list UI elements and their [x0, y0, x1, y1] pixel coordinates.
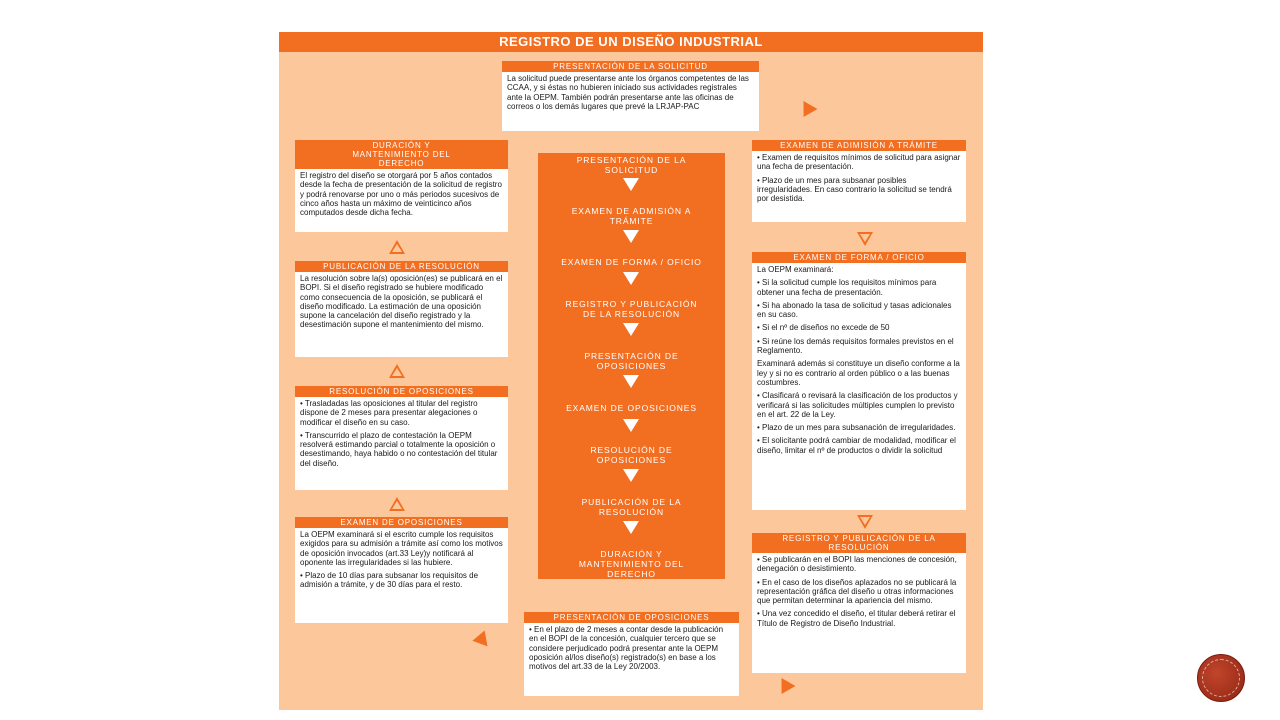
box-presentacion-solicitud — [502, 61, 759, 131]
flow-step: PRESENTACIÓN DE OPOSICIONES — [584, 351, 679, 371]
flow-step: EXAMEN DE FORMA / OFICIO — [561, 257, 702, 267]
box-body — [502, 72, 759, 117]
box-body — [524, 623, 739, 677]
box-paragraph: La OEPM examinará si el escrito cumple los requisitos exigidos para su admisión a trámite así como los motivos de oposición invocados (art.33 Ley)y notificará al oponente las irregularidades si las hubiere. — [300, 530, 503, 567]
box-title: RESOLUCIÓN DE OPOSICIONES — [295, 386, 508, 397]
flow-step: EXAMEN DE OPOSICIONES — [566, 403, 697, 413]
box-title: PRESENTACIÓN DE OPOSICIONES — [524, 612, 739, 623]
box-examen-admision — [752, 140, 966, 222]
box-paragraph: La solicitud puede presentarse ante los órganos competentes de las CCAA, y si éstas no hubieren iniciado sus actividades registrales ante la OEPM. También podrán presentarse ante las oficinas de correos o los demás lugares que prevé la LRJAP-PAC — [507, 74, 749, 111]
arrow-icon — [797, 97, 818, 117]
box-paragraph: • Plazo de un mes para subsanación de irregularidades. — [757, 423, 956, 433]
poster-title: REGISTRO DE UN DISEÑO INDUSTRIAL — [279, 32, 983, 52]
box-title: PRESENTACIÓN DE LA SOLICITUD — [502, 61, 759, 72]
box-registro-publicacion — [752, 533, 966, 673]
box-title: DURACIÓN Y MANTENIMIENTO DEL DERECHO — [295, 140, 508, 169]
arrow-down-icon — [857, 515, 873, 529]
box-paragraph: • En el caso de los diseños aplazados no se publicará la representación gráfica del diseño u otras informaciones que permitan determinar la apariencia del mismo. — [757, 577, 957, 606]
box-paragraph: • Si reúne los demás requisitos formales previstos en el Reglamento. — [757, 336, 954, 356]
box-paragraph: La resolución sobre la(s) oposición(es) se publicará en el BOPI. Si el diseño registrado se hubiere modificado como consecuencia de la oposición, se publicará el diseño modificado. La estimación de una oposición supone la cancelación del diseño registrado y la desestimación supone el mantenimiento del mismo. — [300, 274, 503, 330]
box-paragraph: • Examen de requisitos mínimos de solicitud para asignar una fecha de presentación. — [757, 153, 961, 172]
box-body — [295, 272, 508, 336]
box-paragraph: • Si el nº de diseños no excede de 50 — [757, 323, 890, 333]
flow-arrow-down-icon — [623, 469, 639, 482]
poster — [279, 32, 983, 710]
box-paragraph: • Trasladadas las oposiciones al titular del registro dispone de 2 meses para presentar alegaciones o modificar el diseño en su caso. — [300, 399, 478, 427]
flow-step: EXAMEN DE ADMISIÓN A TRÁMITE — [571, 206, 692, 226]
box-intro: La OEPM examinará: — [757, 265, 834, 274]
flow-arrow-down-icon — [623, 323, 639, 336]
flow-column — [538, 153, 725, 579]
box-publicacion-resolucion — [295, 261, 508, 357]
arrow-down-icon — [857, 232, 873, 246]
flow-arrow-down-icon — [623, 178, 639, 191]
box-title: REGISTRO Y PUBLICACIÓN DE LA RESOLUCIÓN — [752, 533, 966, 553]
flow-arrow-down-icon — [623, 230, 639, 243]
box-paragraph: • Plazo de un mes para subsanar posibles irregularidades. En caso contrario la solicitud se tendrá por desistida. — [757, 175, 952, 204]
arrow-up-icon — [389, 240, 405, 254]
box-body — [295, 528, 508, 596]
box-paragraph: • Plazo de 10 días para subsanar los requisitos de admisión a trámite, y de 30 días para el resto. — [300, 571, 479, 590]
flow-arrow-down-icon — [623, 272, 639, 285]
arrow-up-icon — [389, 364, 405, 378]
arrow-icon — [472, 630, 493, 651]
flow-arrow-down-icon — [623, 419, 639, 432]
box-paragraph: • En el plazo de 2 meses a contar desde la publicación en el BOPI de la concesión, cualquier tercero que se considere perjudicado podrá presentar ante la OEPM oposición al/los diseño(s) registrado(s) en base a los motivos del art.33 de la Ley 20/2003. — [529, 625, 724, 672]
box-paragraph: • El solicitante podrá cambiar de modalidad, modificar el diseño, limitar el nº de productos o dividir la solicitud — [757, 436, 956, 455]
box-title: EXAMEN DE OPOSICIONES — [295, 517, 508, 528]
box-paragraph: • Si la solicitud cumple los requisitos mínimos para obtener una fecha de presentación. — [757, 278, 937, 297]
box-body — [752, 263, 966, 461]
box-paragraph: Examinará además si constituye un diseño conforme a la ley y si no es contrario al orden público o a las buenas costumbres. — [757, 359, 960, 387]
box-body — [295, 397, 508, 474]
flow-arrow-down-icon — [623, 521, 639, 534]
box-paragraph: • Clasificará o revisará la clasificación de los productos y verificará si las solicitudes múltiples cumplen lo previsto en el art. 22 de la Ley. — [757, 391, 958, 419]
box-paragraph: • Transcurrido el plazo de contestación la OEPM resolverá estimando parcial o totalmente la oposición o desestimando, haya habido o no contestación del titular del diseño. — [300, 430, 498, 468]
box-paragraph: El registro del diseño se otorgará por 5 años contados desde la fecha de presentación de la solicitud de registro y podrá renovarse por uno o más periodos sucesivos de cinco años hasta un máximo de veinticinco años computados desde dicha fecha. — [300, 171, 502, 218]
box-paragraph: • Una vez concedido el diseño, el titular deberá retirar el Título de Registro de Diseño Industrial. — [757, 609, 956, 628]
flow-step: RESOLUCIÓN DE OPOSICIONES — [590, 445, 673, 465]
box-body — [752, 151, 966, 209]
seal-icon — [1197, 654, 1245, 702]
flow-step: PUBLICACIÓN DE LA RESOLUCIÓN — [581, 497, 682, 517]
box-examen-forma — [752, 252, 966, 510]
arrow-icon — [775, 674, 796, 694]
box-title: EXAMEN DE FORMA / OFICIO — [752, 252, 966, 263]
box-resolucion-oposiciones — [295, 386, 508, 490]
flow-step: PRESENTACIÓN DE LA SOLICITUD — [576, 155, 687, 175]
box-presentacion-oposiciones — [524, 612, 739, 696]
box-title: PUBLICACIÓN DE LA RESOLUCIÓN — [295, 261, 508, 272]
box-paragraph: • Se publicarán en el BOPI las menciones de concesión, denegación o desistimiento. — [757, 555, 957, 574]
box-body — [752, 553, 966, 634]
box-examen-oposiciones — [295, 517, 508, 623]
box-body — [295, 169, 508, 223]
arrow-up-icon — [389, 497, 405, 511]
box-paragraph: • Si ha abonado la tasa de solicitud y tasas adicionales en su caso. — [757, 300, 952, 320]
box-title: EXAMEN DE ADIMISIÓN A TRÁMITE — [752, 140, 966, 151]
flow-step: DURACIÓN Y MANTENIMIENTO DEL DERECHO — [578, 549, 685, 579]
box-duracion-mantenimiento — [295, 140, 508, 232]
flow-arrow-down-icon — [623, 375, 639, 388]
flow-step: REGISTRO Y PUBLICACIÓN DE LA RESOLUCIÓN — [565, 299, 698, 319]
